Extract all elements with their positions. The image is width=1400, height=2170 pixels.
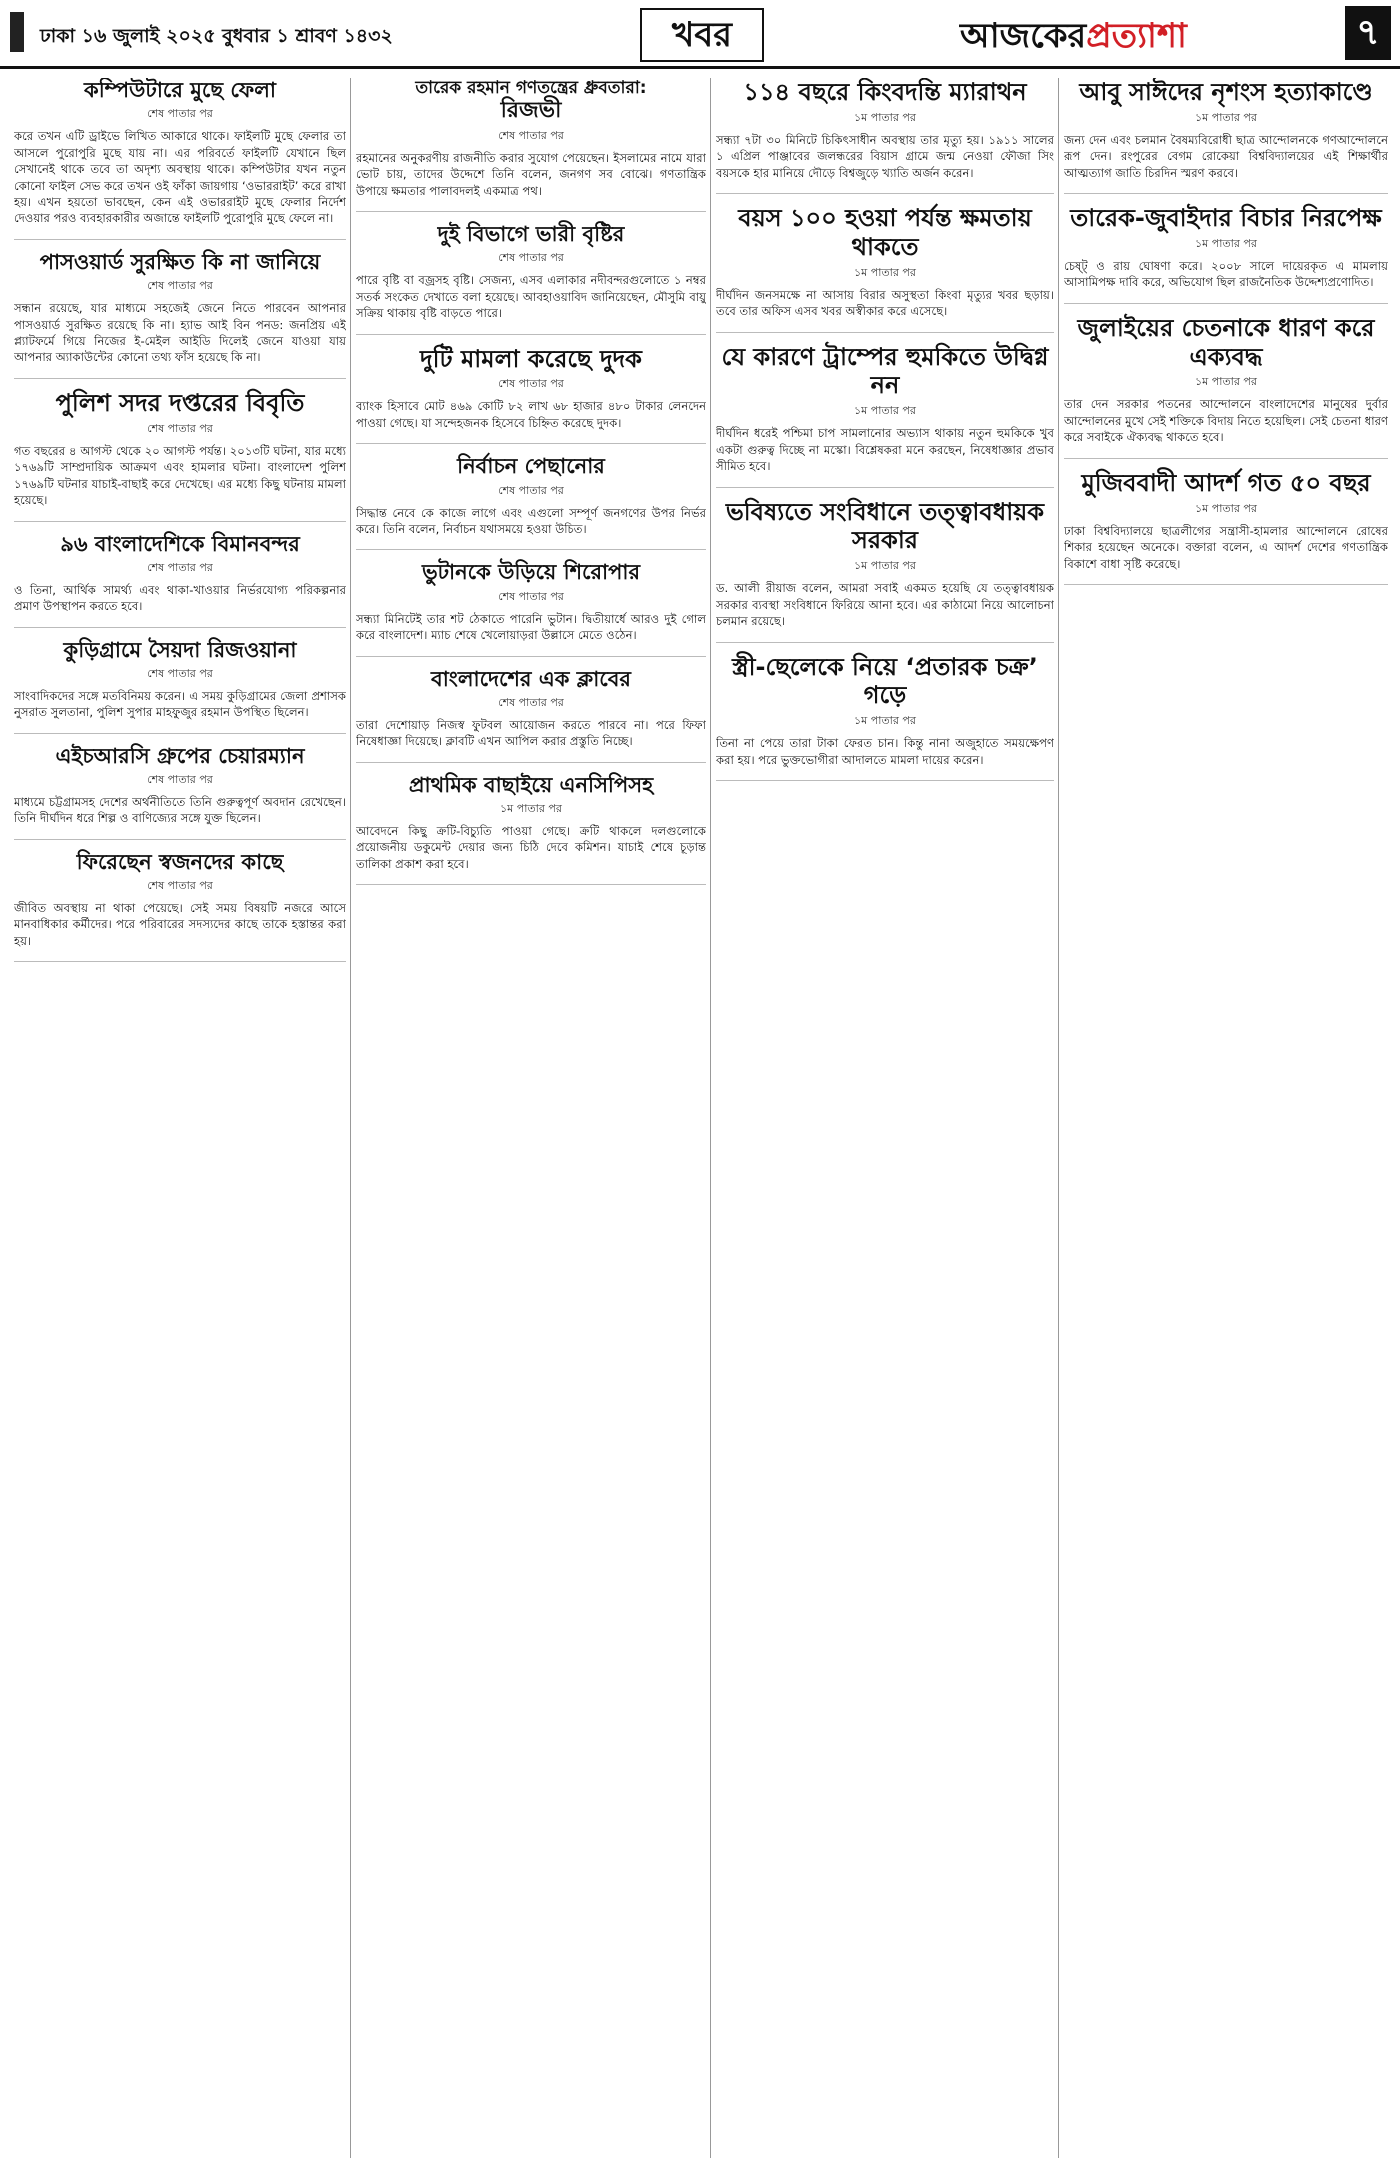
article-kicker: তারেক রহমান গণতন্ত্রের ধ্রুবতারা: [415,78,647,98]
article-headline[interactable]: পুলিশ সদর দপ্তরের বিবৃতি [55,388,305,417]
article[interactable] [1064,314,1388,459]
article[interactable] [1064,469,1388,585]
header-marker [10,12,24,52]
article-headline[interactable]: বয়স ১০০ হওয়া পর্যন্ত ক্ষমতায় থাকতে [738,204,1032,261]
article-headline[interactable]: এইচআরসি গ্রুপের চেয়ারম্যান [55,743,305,768]
article-body: দীর্ঘদিন ধরেই পশ্চিমা চাপ সামলানোর অভ্যাস থাকায় নতুন হুমকিকে খুব একটা গুরুত্ব দিচ্ছে না মস্কো। বিশ্লেষকরা মনে করছেন, নিষেধাজ্ঞার প্রভাব সীমিত হবে। [716,426,1054,474]
article-body: জীবিত অবস্থায় না থাকা পেয়েছে। সেই সময় বিষয়টি নজরে আসে মানবাধিকার কর্মীদের। পরে পরিবারের সদস্যদের কাছে তাকে হস্তান্তর করা হয়। [14,900,346,948]
continuation-label: শেষ পাতার পর [147,560,213,574]
continuation-label: শেষ পাতার পর [498,589,564,603]
article-body: গত বছরের ৪ আগস্ট থেকে ২০ আগস্ট পর্যন্ত। ২০১৩টি ঘটনা, যার মধ্যে ১৭৬৯টি সাম্প্রদায়িক আক্রমণ এবং হামলার ঘটনা। বাংলাদেশ পুলিশ ১৭৬৯টি ঘটনার যাচাই-বাছাই করে দেখেছে। এর মধ্যে কিছু ঘটনায় মামলা হয়েছে। [14,443,346,508]
continuation-label: শেষ পাতার পর [498,377,564,391]
continuation-label: শেষ পাতার পর [498,695,564,709]
article-body: ঢাকা বিশ্ববিদ্যালয়ে ছাত্রলীগের সন্ত্রাসী-হামলার আন্দোলনে রোষের শিকার হয়েছেন অনেকে। বক্তারা বলেন, এ আদর্শ দেশের গণতান্ত্রিক বিকাশে বাধা সৃষ্টি করেছে। [1064,523,1388,571]
article[interactable] [14,744,346,840]
logo-part2: প্রত্যাশা [1086,16,1187,56]
continuation-label: ১ম পাতার পর [854,110,916,124]
article[interactable] [716,343,1054,488]
article-headline[interactable]: তারেক-জুবাইদার বিচার নিরপেক্ষ [1070,204,1382,233]
article-headline[interactable]: রিজভী [500,98,562,124]
logo-part1: আজকের [960,16,1087,56]
article[interactable] [14,638,346,734]
continuation-label: ১ম পাতার পর [1195,501,1257,515]
article-body: আবেদনে কিছু ক্রটি-বিচ্যুতি পাওয়া গেছে। ক্রটি থাকলে দলগুলোকে প্রয়োজনীয় ডকুমেন্ট দেয়ার জন্য চিঠি দেবে কমিশন। যাচাই শেষে চূড়ান্ত তালিকা প্রকাশ করা হবে। [356,823,706,871]
article-body: সন্ধ্যা ৭টা ৩০ মিনিটে চিকিৎসাধীন অবস্থায় তার মৃত্যু হয়। ১৯১১ সালের ১ এপ্রিল পাঞ্জাবের জলন্ধরের বিয়াস গ্রামে জন্ম নেওয়া ফৌজা সিং বয়সকে হার মানিয়ে দৌড়ে বিশ্বজুড়ে খ্যাতি অর্জন করেন। [716,132,1054,180]
article[interactable] [356,454,706,550]
continuation-label: ১ম পাতার পর [500,801,562,815]
article-body: তারা দেশোয়াড় নিজস্ব ফুটবল আয়োজন করতে পারবে না। পরে ফিফা নিষেধাজ্ঞা দিয়েছে। ক্লাবটি এখন আপিল করার প্রস্তুতি নিচ্ছে। [356,717,706,749]
column-rule [1058,78,1059,2158]
article-body: চেষ্ট্ ও রায় ঘোষণা করে। ২০০৮ সালে দায়েরকৃত এ মামলায় আসামিপক্ষ দাবি করে, অভিযোগ ছিল রাজনৈতিক উদ্দেশ্যপ্রণোদিত। [1064,258,1388,290]
section-title: খবর [640,8,764,62]
article-body: ব্যাংক হিসাবে মোট ৪৬৯ কোটি ৮২ লাখ ৬৮ হাজার ৪৮০ টাকার লেনদেন পাওয়া গেছে। যা সন্দেহজনক হিসেবে চিহ্নিত করেছে দুদক। [356,399,706,430]
article[interactable] [14,850,346,963]
article[interactable] [356,78,706,212]
continuation-label: ১ম পাতার পর [854,714,916,728]
dateline: ঢাকা ১৬ জুলাই ২০২৫ বুধবার ১ শ্রাবণ ১৪৩২ [40,25,393,47]
article-body: তিনা না পেয়ে তারা টাকা ফেরত চান। কিন্তু নানা অজুহাতে সময়ক্ষেপণ করা হয়। পরে ভুক্তভোগীরা আদালতে মামলা দায়ের করেন। [716,736,1054,767]
column-2 [356,78,706,2158]
continuation-label: ১ম পাতার পর [1195,110,1257,124]
article-body: পারে বৃষ্টি বা বজ্রসহ বৃষ্টি। সেজন্য, এসব এলাকার নদীবন্দরগুলোতে ১ নম্বর সতর্ক সংকেত দেখাতে বলা হয়েছে। আবহাওয়াবিদ জানিয়েছেন, মৌসুমি বায়ু সক্রিয় থাকায় বৃষ্টি বাড়তে পারে। [356,273,706,321]
column-3 [716,78,1054,2158]
continuation-label: শেষ পাতার পর [147,107,213,121]
continuation-label: শেষ পাতার পর [498,251,564,265]
article-body: জন্য দেন এবং চলমান বৈষম্যবিরোধী ছাত্র আন্দোলনকে গণআন্দোলনে রূপ দেন। রংপুরের বেগম রোকেয়া বিশ্ববিদ্যালয়ের এই শিক্ষার্থীর আত্মত্যাগ জাতি চিরদিন স্মরণ করবে। [1064,132,1388,180]
article-headline[interactable]: ১১৪ বছরে কিংবদন্তি ম্যারাথন [743,78,1027,106]
continuation-label: ১ম পাতার পর [1195,236,1257,250]
article-body: সন্ধান রয়েছে, যার মাধ্যমে সহজেই জেনে নিতে পারবেন আপনার পাসওয়ার্ড সুরক্ষিত রয়েছে কি না। হ্যাভ আই বিন পনড: জনপ্রিয় এই প্ল্যাটফর্মে গিয়ে নিজের ই-মেইল আইডি দিলেই জেনে যাওয়া যায় আপনার অ্যাকাউন্টের কোনো তথ্য ফাঁস হয়েছে কি না। [14,301,346,365]
continuation-label: ১ম পাতার পর [854,559,916,573]
continuation-label: শেষ পাতার পর [498,128,564,142]
article-headline[interactable]: পাসওয়ার্ড সুরক্ষিত কি না জানিয়ে [39,249,321,274]
continuation-label: ১ম পাতার পর [1195,375,1257,389]
continuation-label: শেষ পাতার পর [147,772,213,786]
continuation-label: ১ম পাতার পর [854,265,916,279]
article-headline[interactable]: প্রাথমিক বাছাইয়ে এনসিপিসহ [408,772,654,797]
article-body: তার দেন সরকার পতনের আন্দোলনে বাংলাদেশের মানুষের দুর্বার আন্দোলনের মুখে সেই শক্তিকে বিদায় নিতে হয়েছিল। সেই চেতনা ধারণ করে সবাইকে ঐক্যবদ্ধ থাকতে হবে। [1064,397,1388,445]
article[interactable] [1064,204,1388,304]
column-1 [14,78,346,2158]
continuation-label: শেষ পাতার পর [147,421,213,435]
page-header [0,0,1400,69]
column-4 [1064,78,1388,2158]
article[interactable] [716,653,1054,782]
article-body: ও তিনা, আর্থিক সামর্থ্য এবং থাকা-খাওয়ার নির্ভরযোগ্য পরিকল্পনার প্রমাণ উপস্থাপন করতে হবে। [14,582,346,614]
article-headline[interactable]: যে কারণে ট্রাম্পের হুমকিতে উদ্বিগ্ন নন [721,342,1049,400]
article[interactable] [14,78,346,240]
article[interactable] [716,78,1054,194]
article-body: সিদ্ধান্ত নেবে কে কাজে লাগে এবং এগুলো সম্পূর্ণ জনগণের উপর নির্ভর করে। তিনি বলেন, নির্বাচন যথাসময়ে হওয়া উচিত। [356,505,706,537]
page-number: ৭ [1345,6,1391,60]
newspaper-logo[interactable] [960,10,1320,56]
article[interactable] [14,532,346,628]
article-headline[interactable]: মুজিববাদী আদর্শ গত ৫০ বছর [1081,468,1371,497]
article-body: রহমানের অনুকরণীয় রাজনীতি করার সুযোগ পেয়েছেন। ইসলামের নামে যারা ভোট চায়, তাদের উদ্দেশে তিনি বলেন, জনগণ সব বোঝে। গণতান্ত্রিক উপায়ে ক্ষমতার পালাবদলই একমাত্র পথ। [356,150,706,198]
article[interactable] [716,204,1054,333]
article-body: করে তখন এটি ড্রাইভে লিখিত আকারে থাকে। ফাইলটি মুছে ফেলার তা আসলে পুরোপুরি মুছে যায় না। এর পরিবর্তে ফাইলটি যেখানে ছিল সেখানেই থাকে তবে তা অদৃশ্য অবস্থায় থাকে। কম্পিউটার যখন নতুন কোনো ফাইল সেভ করে তখন ওই ফাঁকা জায়গায় ‘ওভাররাইট’ করে রাখা হয়। এখন হয়তো ভাবছেন, কেন এই ওভাররাইট মুছে ফেলার নির্দেশ দেওয়ার পরও ব্যবহারকারীর অজান্তে ফাইলটি পুরোপুরি মুছে ফেলে না। [14,129,346,226]
continuation-label: শেষ পাতার পর [147,878,213,892]
column-rule [710,78,711,2158]
article-headline[interactable]: দুই বিভাগে ভারী বৃষ্টির [437,222,625,247]
continuation-label: শেষ পাতার পর [498,483,564,497]
article[interactable] [14,250,346,379]
article[interactable] [356,560,706,656]
article-headline[interactable]: জুলাইয়ের চেতনাকে ধারণ করে এক্যবদ্ধ [1077,313,1375,371]
continuation-label: শেষ পাতার পর [147,279,213,293]
continuation-label: শেষ পাতার পর [147,666,213,680]
article-headline[interactable]: স্ত্রী-ছেলেকে নিয়ে ‘প্রতারক চক্র’ গড়ে [732,652,1038,710]
article-body: ড. আলী রীয়াজ বলেন, আমরা সবাই একমত হয়েছি যে তত্ত্বাবধায়ক সরকার ব্যবস্থা সংবিধানে ফিরিয়ে আনা হবে। এর কাঠামো নিয়ে আলোচনা চলমান রয়েছে। [716,581,1054,629]
column-rule [350,78,351,2158]
continuation-label: ১ম পাতার পর [854,404,916,418]
article[interactable] [716,498,1054,643]
article-headline[interactable]: নির্বাচন পেছানোর [457,454,605,479]
article-headline[interactable]: ভুটানকে উড়িয়ে শিরোপার [421,560,641,585]
article-headline[interactable]: কুড়িগ্রামে সৈয়দা রিজওয়ানা [63,637,297,662]
article-headline[interactable]: ৯৬ বাংলাদেশিকে বিমানবন্দর [60,531,300,556]
article-headline[interactable]: ভবিষ্যতে সংবিধানে তত্ত্বাবধায়ক সরকার [725,497,1045,555]
article[interactable] [356,667,706,763]
article-headline[interactable]: কম্পিউটারে মুছে ফেলা [84,78,276,102]
article-headline[interactable]: আবু সাঈদের নৃশংস হত্যাকাণ্ডে [1079,78,1373,106]
article[interactable] [356,773,706,886]
article-headline[interactable]: ফিরেছেন স্বজনদের কাছে [76,849,284,874]
article-body: সন্ধ্যা মিনিটেই তার শট ঠেকাতে পারেনি ভুটান। দ্বিতীয়ার্ধে আরও দুই গোল করে বাংলাদেশ। ম্যাচ শেষে খেলোয়াড়রা উল্লাসে মেতে ওঠেন। [356,611,706,643]
article[interactable] [14,389,346,522]
article-body: মাধ্যমে চট্টগ্রামসহ দেশের অর্থনীতিতে তিনি গুরুত্বপূর্ণ অবদান রেখেছেন। তিনি দীর্ঘদিন ধরে শিল্প ও বাণিজ্যের সঙ্গে যুক্ত ছিলেন। [14,794,346,826]
article-headline[interactable]: বাংলাদেশের এক ক্লাবের [431,666,631,691]
article[interactable] [356,222,706,335]
article-body: দীর্ঘদিন জনসমক্ষে না আসায় বিরার অসুস্থতা কিংবা মৃত্যুর খবর ছড়ায়। তবে তার অফিস এসব খবর অস্বীকার করে এসেছে। [716,287,1054,319]
article[interactable] [356,345,706,445]
article-headline[interactable]: দুটি মামলা করেছে দুদক [420,344,642,373]
article[interactable] [1064,78,1388,194]
article-body: সাংবাদিকদের সঙ্গে মতবিনিময় করেন। এ সময় কুড়িগ্রামের জেলা প্রশাসক নুসরাত সুলতানা, পুলিশ সুপার মাহফুজুর রহমান উপস্থিত ছিলেন। [14,688,346,720]
